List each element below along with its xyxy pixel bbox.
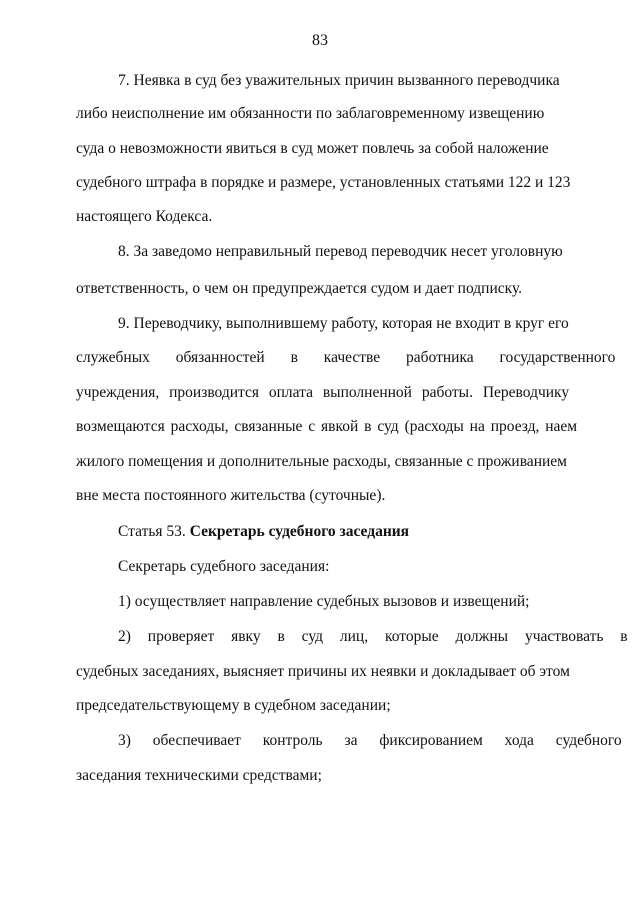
article-number: Статья 53. bbox=[118, 523, 186, 540]
secretary-item-3-line-2: заседания техническими средствами; bbox=[76, 767, 322, 784]
paragraph-9-line-1: 9. Переводчику, выполнившему работу, которая не входит в круг его bbox=[118, 315, 569, 332]
article-title: Секретарь судебного заседания bbox=[189, 523, 410, 540]
paragraph-7-line-2: либо неисполнение им обязанности по заблаговременному извещению bbox=[76, 105, 545, 122]
page-number: 83 bbox=[312, 32, 328, 49]
paragraph-8-line-1: 8. За заведомо неправильный перевод переводчик несет уголовную bbox=[118, 243, 563, 260]
paragraph-9-line-5: жилого помещения и дополнительные расходы, связанные с проживанием bbox=[76, 453, 567, 470]
secretary-intro: Секретарь судебного заседания: bbox=[118, 558, 330, 575]
paragraph-9-line-2: служебных обязанностей в качестве работника государственного bbox=[76, 349, 616, 366]
paragraph-9-line-6: вне места постоянного жительства (суточные). bbox=[76, 487, 386, 504]
paragraph-7-line-5: настоящего Кодекса. bbox=[76, 208, 213, 225]
secretary-item-3-line-1: 3) обеспечивает контроль за фиксированием хода судебного bbox=[118, 732, 622, 749]
paragraph-7-line-4: судебного штрафа в порядке и размере, установленных статьями 122 и 123 bbox=[76, 174, 571, 191]
paragraph-7-line-3: суда о невозможности явиться в суд может повлечь за собой наложение bbox=[76, 140, 549, 157]
paragraph-9-line-4: возмещаются расходы, связанные с явкой в суд (расходы на проезд, наем bbox=[76, 418, 578, 435]
secretary-item-1: 1) осуществляет направление судебных вызовов и извещений; bbox=[118, 593, 530, 610]
secretary-item-2-line-2: судебных заседаниях, выясняет причины их неявки и докладывает об этом bbox=[76, 663, 570, 680]
secretary-item-2-line-3: председательствующему в судебном заседании; bbox=[76, 697, 391, 714]
paragraph-7-line-1 bbox=[118, 72, 562, 90]
secretary-item-2-line-1: 2) проверяет явку в суд лиц, которые должны участвовать в bbox=[118, 628, 628, 645]
text-line: 7. Неявка в суд без уважительных причин вызванного переводчика bbox=[118, 72, 560, 89]
paragraph-8-line-2: ответственность, о чем он предупреждается судом и дает подписку. bbox=[76, 280, 523, 297]
paragraph-9-line-3: учреждения, производится оплата выполненной работы. Переводчику bbox=[76, 384, 570, 401]
article-heading bbox=[118, 523, 409, 541]
